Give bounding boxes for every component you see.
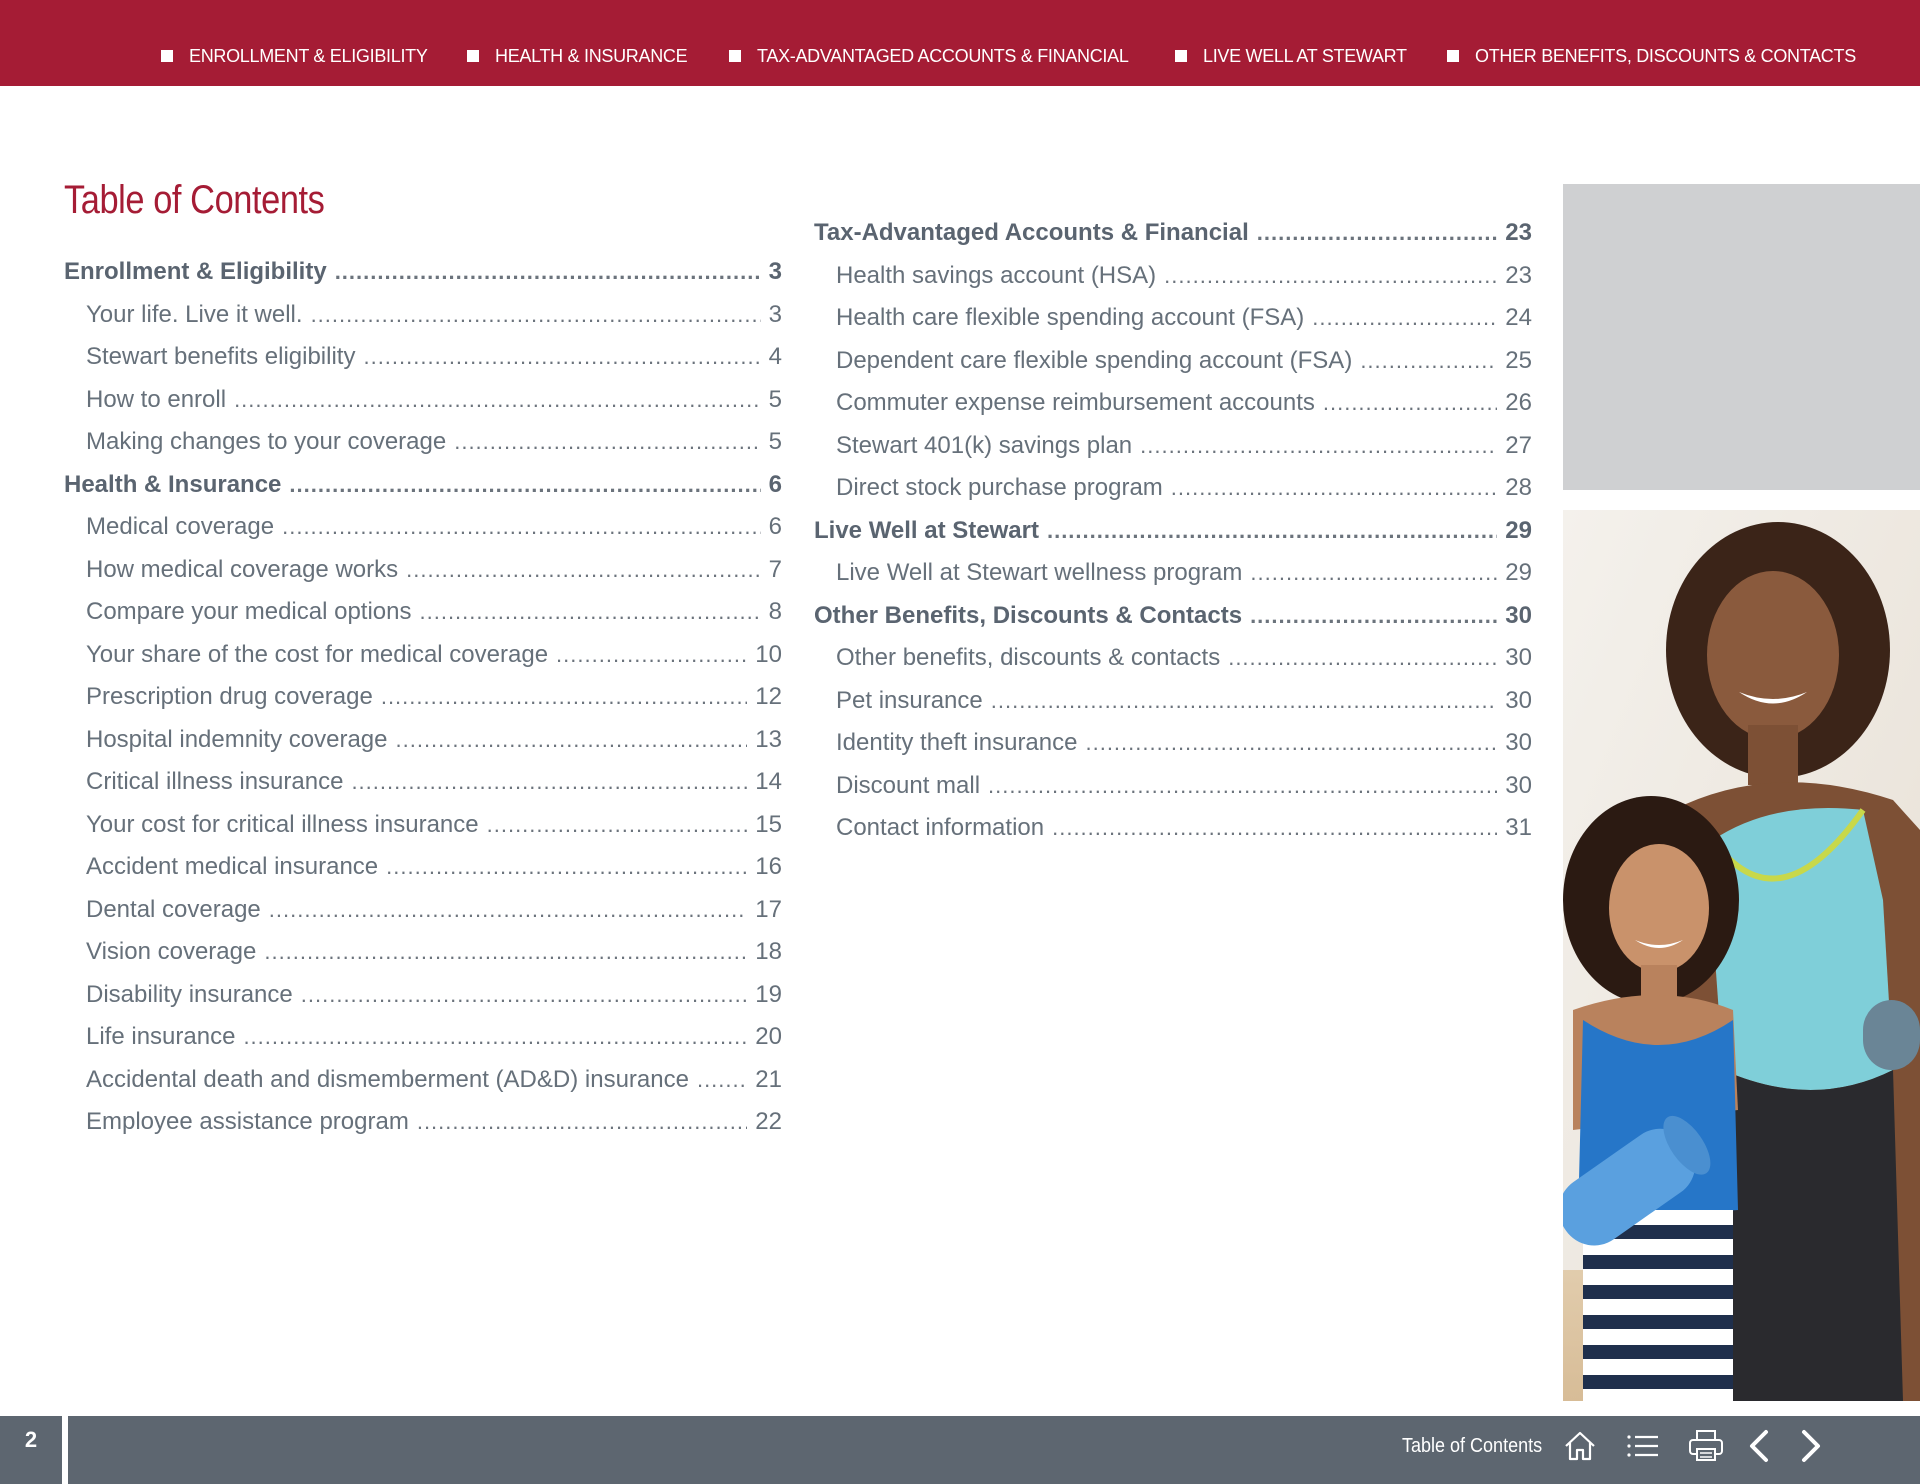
toc-entry-label: Health care flexible spending account (FSA) [836,304,1305,331]
toc-entry-page-number: 3 [768,300,782,328]
toc-entry-page-number: 24 [1505,304,1532,331]
toc-entry-label: How medical coverage works [86,555,399,583]
toc-entry-page-number: 5 [768,385,782,413]
toc-entry-page-number: 5 [768,428,782,455]
toc-entry[interactable] [836,772,1532,806]
nav-item-label: OTHER BENEFITS, DISCOUNTS & CONTACTS [1475,45,1856,66]
toc-entry-page-number: 10 [755,640,782,668]
toc-entry-label: Direct stock purchase program [836,474,1163,501]
toc-entry-page-number: 20 [755,1023,782,1050]
toc-entry-label: Pet insurance [836,686,983,714]
dot-leader [351,769,747,795]
dot-leader [406,557,761,583]
dot-leader [697,1067,747,1093]
toc-entry-label: Accidental death and dismemberment (AD&D) insurance [86,1065,689,1093]
chevron-right-icon[interactable] [1790,1426,1830,1466]
dot-leader [396,727,748,753]
dot-leader [1171,475,1498,501]
dot-leader [1360,348,1497,374]
nav-item-enrollment[interactable] [161,44,428,68]
toc-entry-page-number: 30 [1505,771,1532,799]
toc-entry-page-number: 17 [755,895,782,923]
toc-entry[interactable] [86,301,782,335]
toc-entry-label: Health & Insurance [64,470,282,498]
toc-section-heading[interactable] [814,602,1532,636]
dot-leader [1312,305,1497,331]
toc-entry-page-number: 16 [755,853,782,880]
dot-leader [1323,390,1497,416]
toc-entry[interactable] [86,641,782,675]
square-bullet-icon [467,50,479,62]
toc-entry-label: Live Well at Stewart wellness program [836,559,1243,586]
toc-entry-label: Life insurance [86,1023,236,1050]
dot-leader [556,642,747,668]
dot-leader [1140,433,1497,459]
square-bullet-icon [161,50,173,62]
nav-item-health[interactable] [467,44,687,68]
toc-entry-page-number: 6 [768,470,782,498]
toc-entry[interactable] [836,347,1532,381]
dot-leader [454,429,760,455]
dot-leader [234,387,761,413]
dot-leader [487,812,748,838]
toc-entry[interactable] [836,474,1532,508]
toc-section-heading[interactable] [814,219,1532,253]
toc-entry[interactable] [86,768,782,802]
toc-entry-page-number: 25 [1505,346,1532,374]
toc-entry-label: Accident medical insurance [86,853,379,880]
toc-entry-label: Commuter expense reimbursement accounts [836,389,1315,416]
toc-entry-page-number: 28 [1505,474,1532,501]
toc-section-heading[interactable] [64,471,782,505]
toc-entry-page-number: 30 [1505,686,1532,714]
print-icon[interactable] [1686,1426,1726,1466]
toc-entry[interactable] [86,513,782,547]
toc-entry-label: Medical coverage [86,513,275,540]
toc-entry[interactable] [86,428,782,462]
toc-entry-page-number: 6 [768,513,782,540]
toc-entry-page-number: 23 [1505,219,1532,246]
toc-section-heading[interactable] [64,258,782,292]
page-number: 2 [24,1427,38,1452]
toc-entry[interactable] [836,644,1532,678]
toc-entry-label: Stewart 401(k) savings plan [836,431,1133,459]
toc-entry[interactable] [86,726,782,760]
toc-section-heading[interactable] [814,517,1532,551]
toc-entry-label: Dependent care flexible spending account (FSA) [836,346,1353,374]
toc-entry-page-number: 13 [755,725,782,753]
toc-entry-page-number: 31 [1505,814,1532,841]
toc-entry[interactable] [836,262,1532,296]
toc-entry-label: Tax-Advantaged Accounts & Financial [814,219,1249,246]
nav-item-label: LIVE WELL AT STEWART [1203,45,1407,66]
toc-entry-label: Making changes to your coverage [86,428,447,455]
toc-entry-label: Stewart benefits eligibility [86,343,356,370]
dot-leader [289,472,760,498]
list-icon[interactable] [1622,1426,1662,1466]
toc-entry-label: Live Well at Stewart [814,516,1039,544]
toc-entry[interactable] [86,598,782,632]
dot-leader [264,939,747,965]
dot-leader [1085,730,1497,756]
dot-leader [282,514,761,540]
toc-entry[interactable] [86,981,782,1015]
dot-leader [1250,603,1497,629]
dot-leader [1047,518,1497,544]
toc-entry[interactable] [836,729,1532,763]
toc-entry-label: Discount mall [836,771,981,799]
toc-entry[interactable] [86,556,782,590]
toc-entry-label: Enrollment & Eligibility [64,258,327,285]
toc-entry-label: Health savings account (HSA) [836,261,1157,289]
dot-leader [335,259,761,285]
dot-leader [311,302,761,328]
dot-leader [381,684,747,710]
toc-entry[interactable] [86,896,782,930]
nav-item-label: ENROLLMENT & ELIGIBILITY [189,45,428,66]
toc-entry-label: Vision coverage [86,938,257,965]
toc-entry[interactable] [86,1023,782,1057]
toc-entry-label: Other Benefits, Discounts & Contacts [814,601,1243,629]
dot-leader [988,773,1497,799]
dot-leader [243,1024,747,1050]
toc-entry[interactable] [86,1108,782,1142]
dot-leader [417,1109,747,1135]
dot-leader [1257,220,1498,246]
toc-entry-page-number: 23 [1505,261,1532,289]
toc-entry[interactable] [86,1066,782,1100]
toc-entry-page-number: 18 [755,938,782,965]
toc-entry-page-number: 30 [1505,644,1532,671]
toc-entry[interactable] [836,389,1532,423]
toc-entry[interactable] [836,559,1532,593]
toc-entry-page-number: 19 [755,980,782,1008]
square-bullet-icon [1447,50,1459,62]
footer-section-label: Table of Contents [1402,1435,1543,1457]
dot-leader [301,982,748,1008]
toc-entry-label: Dental coverage [86,895,261,923]
gray-panel [1563,184,1920,490]
toc-entry-page-number: 3 [768,258,782,285]
toc-entry[interactable] [86,343,782,377]
nav-item-tax-advantaged[interactable] [729,44,1129,68]
toc-entry-label: Identity theft insurance [836,729,1078,756]
dot-leader [1164,263,1497,289]
toc-entry-label: Critical illness insurance [86,768,344,795]
toc-entry-page-number: 8 [768,598,782,625]
dot-leader [420,599,761,625]
chevron-left-icon[interactable] [1740,1426,1780,1466]
toc-entry-page-number: 29 [1505,516,1532,544]
toc-entry-label: Other benefits, discounts & contacts [836,644,1221,671]
nav-item-other-benefits[interactable] [1447,44,1856,68]
toc-entry-page-number: 12 [755,683,782,710]
toc-entry-label: Contact information [836,814,1045,841]
toc-entry[interactable] [836,814,1532,848]
home-icon[interactable] [1560,1426,1600,1466]
dot-leader [1228,645,1497,671]
square-bullet-icon [1175,50,1187,62]
toc-entry-page-number: 27 [1505,431,1532,459]
toc-entry[interactable] [86,683,782,717]
toc-entry-label: Disability insurance [86,980,293,1008]
toc-entry-page-number: 29 [1505,559,1532,586]
toc-entry-page-number: 15 [755,810,782,838]
nav-item-label: TAX-ADVANTAGED ACCOUNTS & FINANCIAL [757,45,1129,66]
nav-item-label: HEALTH & INSURANCE [495,45,688,66]
toc-entry-label: Prescription drug coverage [86,683,373,710]
page-title: Table of Contents [64,178,325,222]
toc-entry[interactable] [86,811,782,845]
toc-entry-page-number: 4 [768,343,782,370]
toc-entry-page-number: 30 [1505,601,1532,629]
toc-entry-page-number: 14 [755,768,782,795]
toc-entry[interactable] [836,432,1532,466]
square-bullet-icon [729,50,741,62]
toc-entry-label: Your share of the cost for medical coverage [86,640,549,668]
toc-entry-label: Hospital indemnity coverage [86,725,388,753]
top-nav-bar [0,0,1920,86]
toc-entry-label: Employee assistance program [86,1108,409,1135]
toc-entry[interactable] [86,853,782,887]
toc-entry-page-number: 21 [755,1065,782,1093]
toc-entry[interactable] [836,304,1532,338]
toc-entry-label: Your cost for critical illness insurance [86,810,479,838]
toc-entry[interactable] [836,687,1532,721]
nav-item-live-well[interactable] [1175,44,1407,68]
toc-entry-label: How to enroll [86,385,227,413]
toc-entry-label: Compare your medical options [86,598,412,625]
dot-leader [363,344,760,370]
dot-leader [991,688,1498,714]
toc-entry-page-number: 22 [755,1108,782,1135]
toc-entry-page-number: 7 [768,555,782,583]
dot-leader [1052,815,1497,841]
dot-leader [269,897,748,923]
toc-entry[interactable] [86,386,782,420]
dot-leader [386,854,747,880]
dot-leader [1250,560,1497,586]
toc-entry-page-number: 26 [1505,389,1532,416]
family-photo [1563,510,1920,1401]
toc-entry-label: Your life. Live it well. [86,300,303,328]
toc-entry-page-number: 30 [1505,729,1532,756]
toc-entry[interactable] [86,938,782,972]
